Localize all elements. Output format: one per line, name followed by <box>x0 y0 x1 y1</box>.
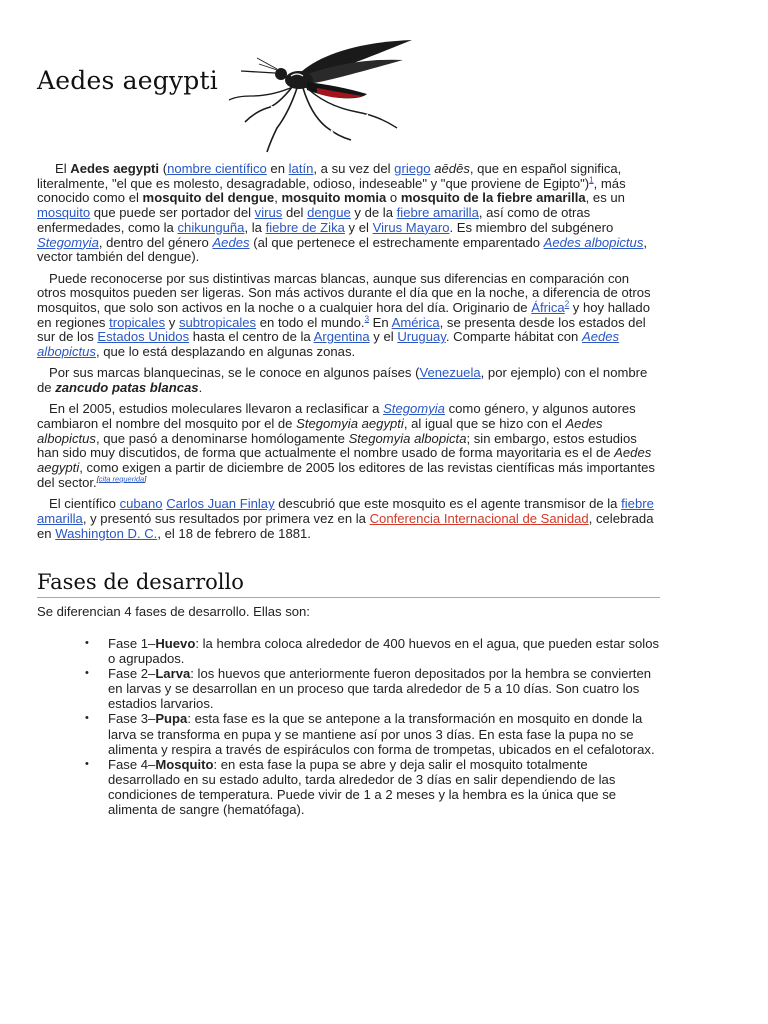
link-africa[interactable]: África <box>531 299 565 315</box>
link-washington[interactable]: Washington D. C. <box>55 525 158 541</box>
phase-list <box>37 636 660 817</box>
link-tropicales[interactable]: tropicales <box>109 314 166 330</box>
link-mosquito[interactable]: mosquito <box>37 205 91 221</box>
link-chikungunya[interactable]: chikunguña <box>177 219 245 235</box>
link-nombre-cientifico[interactable]: nombre científico <box>167 161 267 176</box>
link-subtropicales[interactable]: subtropicales <box>178 314 257 330</box>
list-item: • Fase 4–Mosquito: en esta fase la pupa se abre y deja salir el mosquito totalmente desarrollado en su estado adulto, tarda alrededor de 3 días en salir dependiendo de las condiciones de temperatura. Puede vivir de 1 a 2 meses y la hembra es la única que se alimenta de sangre (hematófaga). <box>108 757 660 817</box>
link-stegomyia[interactable]: Stegomyia <box>37 234 99 250</box>
article-body <box>37 162 660 548</box>
link-fiebre-amarilla[interactable]: fiebre amarilla <box>396 205 479 221</box>
section-heading: Fases de desarrollo <box>37 570 660 598</box>
paragraph-taxonomia: En el 2005, estudios moleculares llevaron a reclasificar a Stegomyia como género, y algunos autores cambiaron el nombre del mosquito por el de Stegomyia aegypti, al igual que se hizo con el Aedes albopictus, que pasó a denominarse homólogamente Stegomyia albopicta; sin embargo, estos estudios han sido muy discutidos, de forma que actualmente el nombre usado de forma mayoritaria es el de Aedes aegypti, como exigen a partir de diciembre de 2005 los editores de las revistas científicas más importantes del sector.[cita requerida] <box>37 401 655 490</box>
link-uruguay[interactable]: Uruguay <box>397 329 446 345</box>
mosquito-illustration <box>207 36 417 156</box>
paragraph-finlay: El científico cubano Carlos Juan Finlay descubrió que este mosquito es el agente transmisor de la fiebre amarilla, y presentó sus resultados por primera vez en la Conferencia Internacional de Sanidad, celebrada en Washington D. C., el 18 de febrero de 1881. <box>37 496 654 541</box>
paragraph-description: Puede reconocerse por sus distintivas marcas blancas, aunque sus diferencias en comparación con otros mosquitos pueden ser ligeras. Son más activos durante el día que en la noche, a diferencia de otros mosquitos, que solo son activos en la noche o a cualquier hora del día. Originario de África$^2$ y hoy hallado en regiones tropicales y subtropicales en todo el mundo.$^3$ En América, se presenta desde los estados del sur de los Estados Unidos hasta el centro de la Argentina y el Uruguay. Comparte hábitat con Aedes albopictus, que lo está desplazando en algunas zonas. <box>37 270 651 360</box>
link-estados-unidos[interactable]: Estados Unidos <box>97 329 190 345</box>
paragraph-nombre-comun: Por sus marcas blanquecinas, se le conoce en algunos países (Venezuela, por ejemplo) con el nombre de zancudo patas blancas. <box>37 365 648 396</box>
link-stegomyia-2[interactable]: Stegomyia <box>383 401 445 417</box>
link-latin[interactable]: latín <box>288 161 314 176</box>
page-title: Aedes aegypti <box>37 66 218 95</box>
list-item: • Fase 2–Larva: los huevos que anteriormente fueron depositados por la hembra se convierten en larvas y se desarrollan en un proceso que tarda alrededor de 5 a 10 días. Son cuatro los estadios larvarios. <box>108 666 660 711</box>
link-carlos-juan-finlay[interactable]: Carlos Juan Finlay <box>166 496 275 512</box>
link-virus-mayaro[interactable]: Virus Mayaro <box>372 219 450 235</box>
link-venezuela[interactable]: Venezuela <box>419 365 481 381</box>
footnote-3[interactable]: 3 <box>364 314 370 324</box>
link-america[interactable]: América <box>391 314 440 330</box>
link-dengue[interactable]: dengue <box>307 205 351 221</box>
link-fiebre-zika[interactable]: fiebre de Zika <box>265 219 345 235</box>
citation-needed-link[interactable]: cita requerida <box>98 474 145 484</box>
link-conferencia-sanidad[interactable]: Conferencia Internacional de Sanidad <box>369 510 589 526</box>
section-intro: Se diferencian 4 fases de desarrollo. Ellas son: <box>37 604 310 619</box>
footnote-2[interactable]: 2 <box>564 299 570 309</box>
link-aedes-albopictus-2[interactable]: Aedes albopictus <box>37 329 620 360</box>
link-cubano[interactable]: cubano <box>119 496 163 512</box>
list-item: • Fase 1–Huevo: la hembra coloca alrededor de 400 huevos en el agua, que pueden estar solos o agrupados. <box>108 636 660 666</box>
paragraph-intro: El Aedes aegypti (nombre científico en latín, a su vez del griego aēdēs, que en español significa, literalmente, "el que es molesto, desagradable, odioso, indeseable" y "que proviene de Egipto")$^1$, más conocido como el mosquito del dengue, mosquito momia o mosquito de la fiebre amarilla, es un mosquito que puede ser portador del virus del dengue y de la fiebre amarilla, así como de otras enfermedades, como la chikunguña, la fiebre de Zika y el Virus Mayaro. Es miembro del subgénero Stegomyia, dentro del género Aedes (al que pertenece el estrechamente emparentado Aedes albopictus, vector también del dengue). <box>37 161 648 265</box>
footnote-1[interactable]: 1 <box>589 175 594 185</box>
link-aedes-albopictus[interactable]: Aedes albopictus <box>543 234 644 250</box>
link-virus[interactable]: virus <box>254 205 283 221</box>
link-griego[interactable]: griego <box>394 161 431 176</box>
list-item: • Fase 3–Pupa: esta fase es la que se antepone a la transformación en mosquito en donde la larva se transforma en pupa y se mantiene así por unos 3 días. En esta fase la pupa no se alimenta y respira a través de espiráculos con forma de trompetas, ubicados en el cefalotorax. <box>108 711 660 756</box>
link-aedes[interactable]: Aedes <box>212 234 250 250</box>
link-fiebre-amarilla-2[interactable]: fiebre amarilla <box>37 496 654 526</box>
link-argentina[interactable]: Argentina <box>313 329 370 345</box>
